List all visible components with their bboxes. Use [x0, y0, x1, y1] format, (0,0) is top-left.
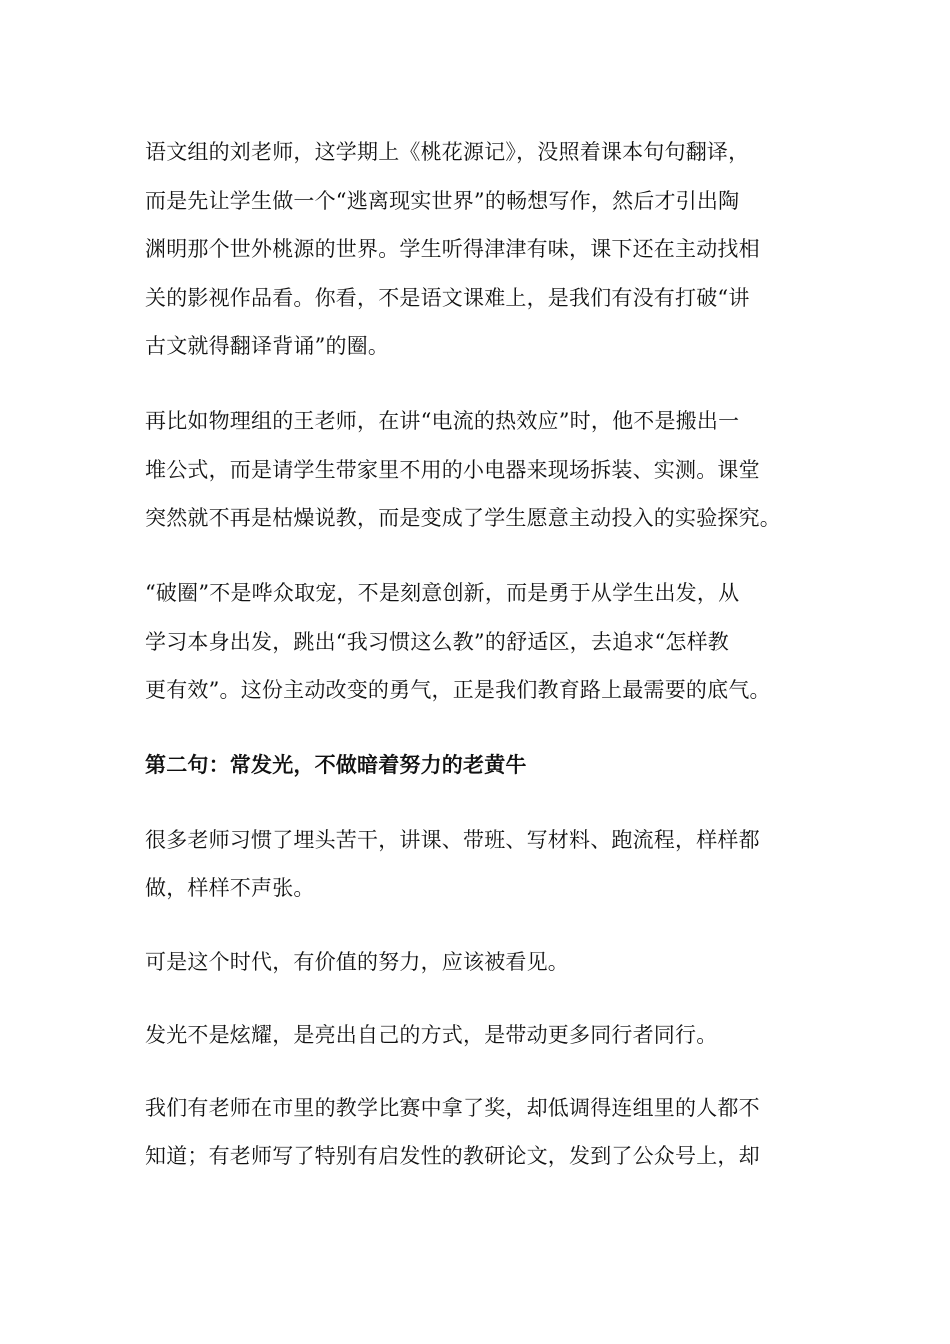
section-heading: 第二句：常发光，不做暗着努力的老黄牛: [145, 752, 527, 777]
paragraph-2-line-1: 再比如物理组的王老师，在讲“电流的热效应”时，他不是搬出一: [145, 409, 740, 433]
section-paragraph-1-line-2: 做，样样不声张。: [145, 876, 315, 900]
section-paragraph-1-line-1: 很多老师习惯了埋头苦干，讲课、带班、写材料、跑流程，样样都: [145, 828, 760, 852]
paragraph-3-line-1: “破圈”不是哗众取宠，不是刻意创新，而是勇于从学生出发，从: [145, 581, 740, 605]
section-paragraph-3-line-1: 发光不是炫耀，是亮出自己的方式，是带动更多同行者同行。: [145, 1023, 718, 1047]
paragraph-1-line-1: 语文组的刘老师，这学期上《桃花源记》，没照着课本句句翻译，: [145, 140, 750, 164]
paragraph-2-line-2: 堆公式，而是请学生带家里不用的小电器来现场拆装、实测。课堂: [145, 458, 760, 482]
section-paragraph-2-line-1: 可是这个时代，有价值的努力，应该被看见。: [145, 950, 569, 974]
paragraph-1-line-3: 渊明那个世外桃源的世界。学生听得津津有味，课下还在主动找相: [145, 237, 760, 261]
paragraph-1-line-5: 古文就得翻译背诵”的圈。: [145, 334, 390, 358]
section-paragraph-4-line-2: 知道；有老师写了特别有启发性的教研论文，发到了公众号上，却: [145, 1144, 760, 1168]
paragraph-3-line-3: 更有效”。这份主动改变的勇气，正是我们教育路上最需要的底气。: [145, 678, 771, 702]
paragraph-2-line-3: 突然就不再是枯燥说教，而是变成了学生愿意主动投入的实验探究。: [145, 506, 781, 530]
section-paragraph-4-line-1: 我们有老师在市里的教学比赛中拿了奖，却低调得连组里的人都不: [145, 1096, 760, 1120]
paragraph-1-line-4: 关的影视作品看。你看，不是语文课难上，是我们有没有打破“讲: [145, 286, 750, 310]
paragraph-3-line-2: 学习本身出发，跳出“我习惯这么教”的舒适区，去追求“怎样教: [145, 630, 730, 654]
paragraph-1-line-2: 而是先让学生做一个“逃离现实世界”的畅想写作，然后才引出陶: [145, 189, 740, 213]
